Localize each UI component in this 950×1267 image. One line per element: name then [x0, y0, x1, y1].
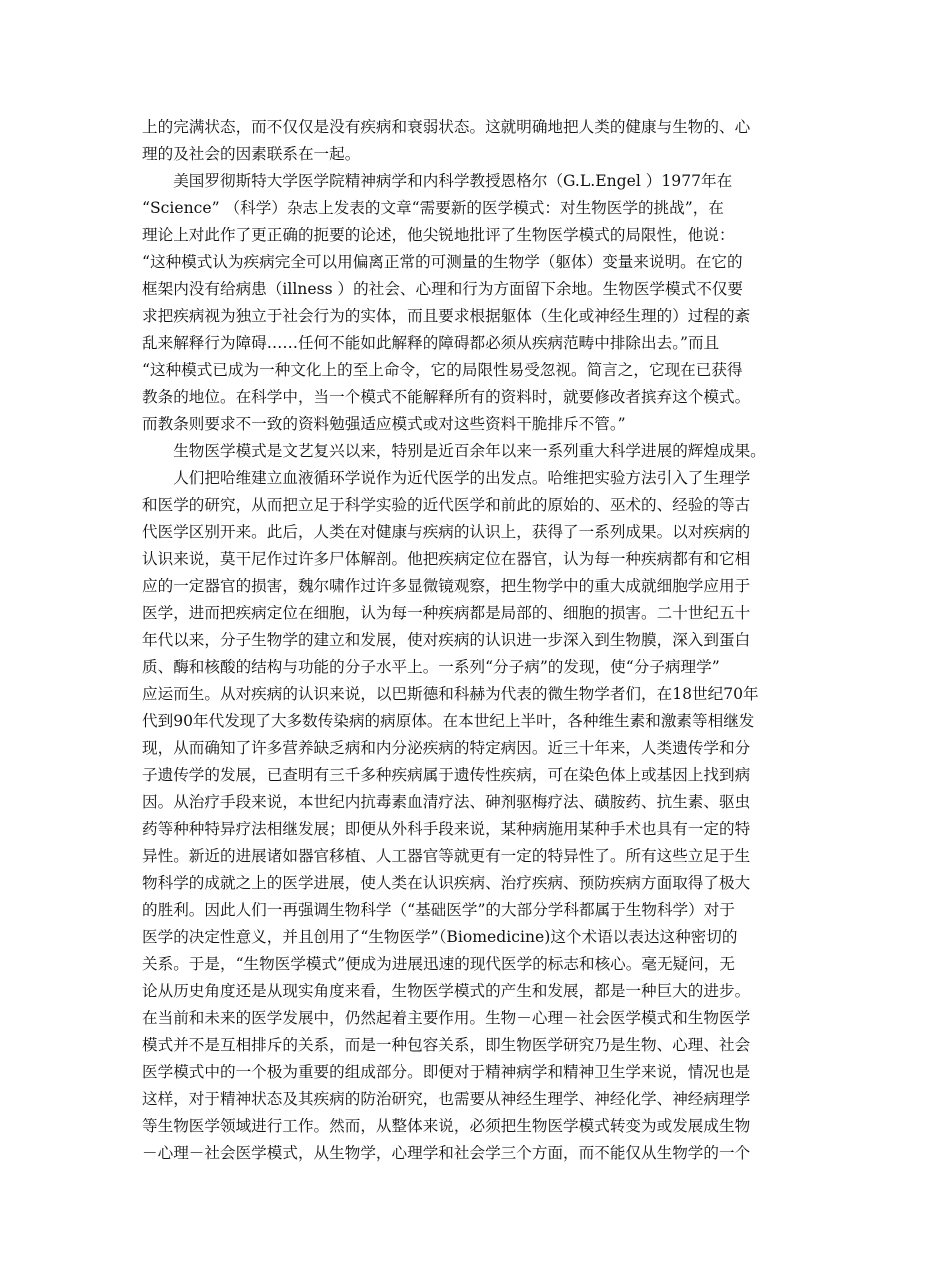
text-line: 框架内没有给病患（illness ）的社会、心理和行为方面留下余地。生物医学模式不仅要 — [142, 280, 743, 298]
text-line: 应的一定器官的损害，魏尔啸作过许多显微镜观察，把生物学中的重大成就细胞学应用于 — [142, 577, 751, 595]
text-line: “这种模式已成为一种文化上的至上命令，它的局限性易受忽视。简言之，它现在已获得 — [142, 361, 743, 379]
text-line: 生物医学模式是文艺复兴以来，特别是近百余年以来一系列重大科学进展的辉煌成果。 — [142, 442, 766, 460]
text-line: 理论上对此作了更正确的扼要的论述，他尖锐地批评了生物医学模式的局限性，他说： — [142, 226, 735, 244]
text-line: 在当前和未来的医学发展中，仍然起着主要作用。生物－心理－社会医学模式和生物医学 — [142, 1009, 751, 1027]
text-line: 论从历史角度还是从现实角度来看，生物医学模式的产生和发展，都是一种巨大的进步。 — [142, 982, 751, 1000]
document-body — [142, 114, 814, 1167]
text-line: 质、酶和核酸的结构与功能的分子水平上。一系列“分子病”的发现，使“分子病理学” — [142, 658, 720, 676]
text-line: 年代以来，分子生物学的建立和发展，使对疾病的认识进一步深入到生物膜，深入到蛋白 — [142, 631, 751, 649]
text-line: 认识来说，莫干尼作过许多尸体解剖。他把疾病定位在器官，认为每一种疾病都有和它相 — [142, 550, 751, 568]
text-line: 这样，对于精神状态及其疾病的防治研究，也需要从神经生理学、神经化学、神经病理学 — [142, 1090, 751, 1108]
text-line: 医学，进而把疾病定位在细胞，认为每一种疾病都是局部的、细胞的损害。二十世纪五十 — [142, 604, 751, 622]
text-line: 乱来解释行为障碍……任何不能如此解释的障碍都必须从疾病范畴中排除出去。”而且 — [142, 334, 720, 352]
text-line: 代到90年代发现了大多数传染病的病原体。在本世纪上半叶，各种维生素和激素等相继发 — [142, 712, 755, 730]
text-line: 而教条则要求不一致的资料勉强适应模式或对这些资料干脆排斥不管。” — [142, 415, 626, 433]
text-line: 和医学的研究，从而把立足于科学实验的近代医学和前此的原始的、巫术的、经验的等古 — [142, 496, 751, 514]
text-line: 应运而生。从对疾病的认识来说，以巴斯德和科赫为代表的微生物学者们，在18世纪70年 — [142, 685, 759, 703]
text-line: 教条的地位。在科学中，当一个模式不能解释所有的资料时，就要修改者摈弃这个模式。 — [142, 388, 751, 406]
text-line: 理的及社会的因素联系在一起。 — [142, 145, 361, 163]
text-line: 医学模式中的一个极为重要的组成部分。即便对于精神病学和精神卫生学来说，情况也是 — [142, 1063, 751, 1081]
text-line: “这种模式认为疾病完全可以用偏离正常的可测量的生物学（躯体）变量来说明。在它的 — [142, 253, 743, 271]
text-line: 因。从治疗手段来说，本世纪内抗毒素血清疗法、砷剂驱梅疗法、磺胺药、抗生素、驱虫 — [142, 793, 751, 811]
text-line: 人们把哈维建立血液循环学说作为近代医学的出发点。哈维把实验方法引入了生理学 — [142, 469, 751, 487]
text-line: 子遗传学的发展，已查明有三千多种疾病属于遗传性疾病，可在染色体上或基因上找到病 — [142, 766, 751, 784]
text-line: “Science” （科学）杂志上发表的文章“需要新的医学模式：对生物医学的挑战”，在 — [142, 199, 724, 217]
text-line: 现，从而确知了许多营养缺乏病和内分泌疾病的特定病因。近三十年来，人类遗传学和分 — [142, 739, 751, 757]
text-line: 的胜利。因此人们一再强调生物科学（“基础医学”的大部分学科都属于生物科学）对于 — [142, 901, 735, 919]
text-line: 关系。于是，“生物医学模式”便成为进展迅速的现代医学的标志和核心。毫无疑问，无 — [142, 955, 735, 973]
text-line: 上的完满状态，而不仅仅是没有疾病和衰弱状态。这就明确地把人类的健康与生物的、心 — [142, 118, 751, 136]
text-line: 等生物医学领域进行工作。然而，从整体来说，必须把生物医学模式转变为或发展成生物 — [142, 1117, 751, 1135]
text-line: 美国罗彻斯特大学医学院精神病学和内科学教授恩格尔（G.L.Engel ）1977年在 — [142, 172, 733, 190]
text-line: 模式并不是互相排斥的关系，而是一种包容关系，即生物医学研究乃是生物、心理、社会 — [142, 1036, 751, 1054]
text-line: 代医学区别开来。此后，人类在对健康与疾病的认识上，获得了一系列成果。以对疾病的 — [142, 523, 751, 541]
text-line: 异性。新近的进展诸如器官移植、人工器官等就更有一定的特异性了。所有这些立足于生 — [142, 847, 751, 865]
text-line: 药等种种特异疗法相继发展；即便从外科手段来说，某种病施用某种手术也具有一定的特 — [142, 820, 751, 838]
text-line: －心理－社会医学模式，从生物学，心理学和社会学三个方面，而不能仅从生物学的一个 — [142, 1144, 751, 1162]
text-line: 医学的决定性意义，并且创用了“生物医学”（Biomedicine)这个术语以表达这种密切的 — [142, 928, 738, 946]
text-line: 物科学的成就之上的医学进展，使人类在认识疾病、治疗疾病、预防疾病方面取得了极大 — [142, 874, 751, 892]
text-line: 求把疾病视为独立于社会行为的实体，而且要求根据躯体（生化或神经生理的）过程的紊 — [142, 307, 751, 325]
